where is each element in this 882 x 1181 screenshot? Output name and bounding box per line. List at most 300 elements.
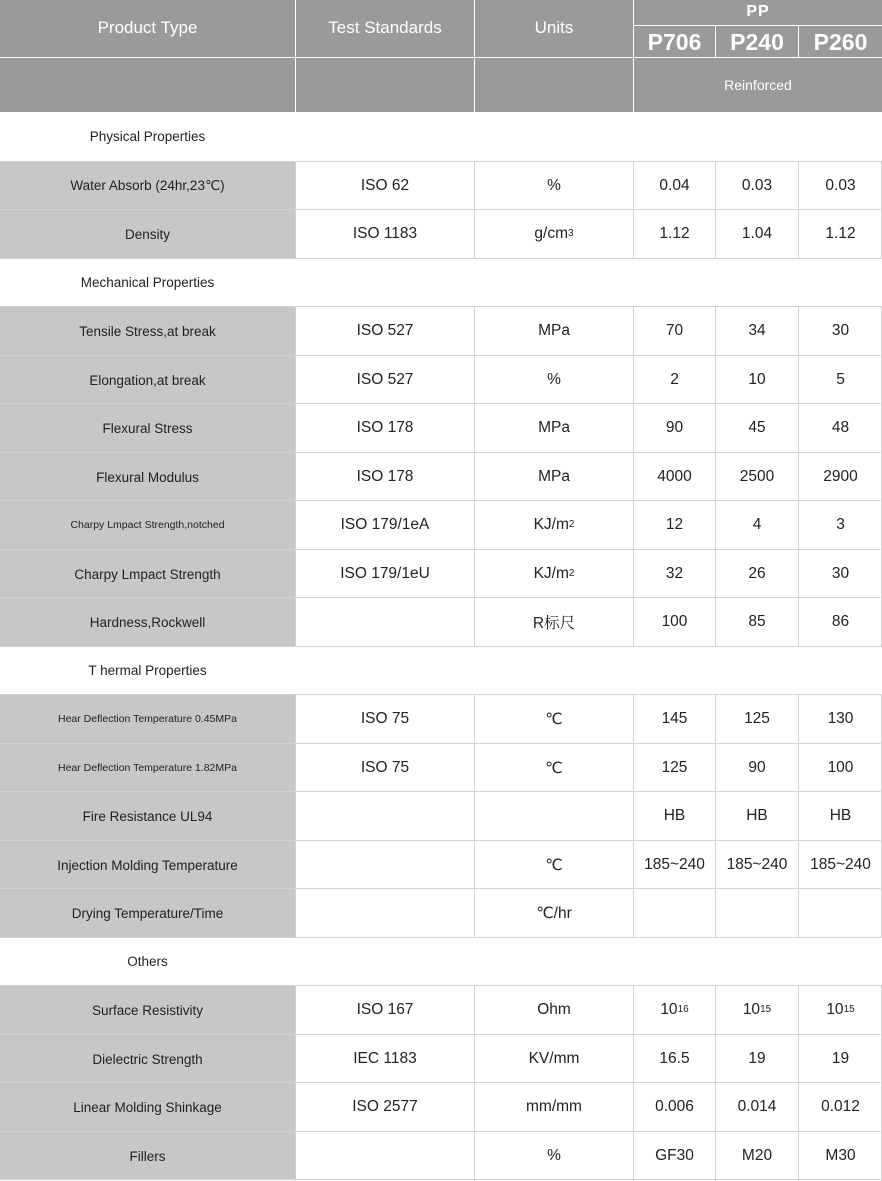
column-divider <box>474 841 475 890</box>
value-p260 <box>799 792 882 840</box>
column-divider <box>798 162 799 211</box>
column-divider <box>474 598 475 647</box>
column-divider <box>474 986 475 1035</box>
value-text: 100 <box>827 759 854 776</box>
property-name: Flexural Modulus <box>0 453 295 501</box>
column-divider <box>715 1132 716 1181</box>
section-header <box>0 259 882 307</box>
subheader-blank <box>0 58 295 112</box>
value-text: 4000 <box>657 468 692 485</box>
test-standard: ISO 75 <box>360 759 410 776</box>
unit-text: ℃/hr <box>536 904 572 922</box>
column-divider <box>798 501 799 550</box>
unit <box>475 598 633 646</box>
unit <box>475 356 633 404</box>
column-divider <box>474 307 475 356</box>
header-units-label: Units <box>534 18 574 37</box>
unit-text: % <box>547 1147 561 1164</box>
property-name: Drying Temperature/Time <box>0 889 295 937</box>
property-name: Density <box>0 210 295 258</box>
test-standard: ISO 179/1eA <box>340 516 430 533</box>
value-text: 3 <box>836 516 845 533</box>
test-standard <box>296 841 474 889</box>
value-p240 <box>716 598 798 646</box>
unit <box>475 210 633 258</box>
value-text: 85 <box>748 613 766 630</box>
column-divider <box>295 307 296 356</box>
value-p260 <box>799 1132 882 1180</box>
column-divider <box>798 307 799 356</box>
value-text: 2 <box>670 371 679 388</box>
value-text: 19 <box>748 1050 766 1067</box>
column-divider <box>474 162 475 211</box>
value-p240 <box>716 841 798 889</box>
value-text: 0.03 <box>825 177 856 194</box>
value-p240 <box>716 792 798 840</box>
value-p706 <box>634 744 715 792</box>
column-divider <box>633 986 634 1035</box>
unit <box>475 162 633 210</box>
column-divider <box>474 1083 475 1132</box>
unit-text: % <box>547 177 561 194</box>
column-divider <box>633 404 634 453</box>
value-text: 34 <box>748 322 766 339</box>
column-divider <box>715 1083 716 1132</box>
unit-text: KV/mm <box>528 1050 580 1067</box>
value-p706 <box>634 1083 715 1131</box>
column-divider <box>798 598 799 647</box>
table-row <box>0 404 882 452</box>
value-p240 <box>716 986 798 1034</box>
value-p706 <box>634 453 715 501</box>
column-divider <box>474 889 475 938</box>
value-p260 <box>799 162 882 210</box>
value-p706 <box>634 356 715 404</box>
value-text: 185~240 <box>644 856 705 873</box>
column-divider <box>798 889 799 938</box>
table-row <box>0 889 882 937</box>
column-divider <box>474 744 475 793</box>
unit <box>475 1083 633 1131</box>
material-divider <box>634 25 882 26</box>
test-standard: ISO 178 <box>356 468 414 485</box>
table-row <box>0 986 882 1034</box>
test-standard: ISO 178 <box>356 419 414 436</box>
property-name: Charpy Lmpact Strength <box>0 550 295 598</box>
subheader-blank <box>475 58 633 112</box>
column-divider <box>474 1035 475 1084</box>
test-standard: ISO 527 <box>356 371 414 388</box>
header-test-standards <box>296 0 474 57</box>
value-p240 <box>716 744 798 792</box>
value-text: 185~240 <box>810 856 871 873</box>
value-text: 2900 <box>823 468 858 485</box>
value-text: 125 <box>661 759 688 776</box>
unit-exponent: 2 <box>568 518 575 530</box>
value-text: 45 <box>748 419 766 436</box>
value-text: 0.03 <box>741 177 773 194</box>
unit-text: R标尺 <box>532 615 576 632</box>
value-text: 30 <box>831 322 850 339</box>
test-standard: ISO 179/1eU <box>340 565 430 582</box>
test-standard <box>296 1132 474 1180</box>
test-standard: ISO 167 <box>356 1001 414 1018</box>
column-divider <box>715 889 716 938</box>
value-p706 <box>634 210 715 258</box>
table-row <box>0 210 882 258</box>
column-divider <box>295 841 296 890</box>
column-divider <box>715 501 716 550</box>
value-text: 125 <box>744 710 770 727</box>
column-divider <box>633 841 634 890</box>
value-p240 <box>716 1083 798 1131</box>
column-divider <box>633 453 634 502</box>
column-divider <box>295 404 296 453</box>
column-divider <box>474 501 475 550</box>
column-divider <box>474 453 475 502</box>
column-divider <box>474 210 475 259</box>
row-divider <box>0 1179 882 1180</box>
column-divider <box>295 550 296 599</box>
table-row <box>0 356 882 404</box>
property-name: Hear Deflection Temperature 1.82MPa <box>0 744 295 792</box>
value-p260 <box>799 404 882 452</box>
value-text: 2500 <box>739 468 775 485</box>
property-name: Surface Resistivity <box>0 986 295 1034</box>
value-exponent: 15 <box>843 1003 855 1015</box>
material-label: PP <box>746 3 770 20</box>
column-divider <box>633 1035 634 1084</box>
value-text: 5 <box>836 371 845 388</box>
table-row <box>0 695 882 743</box>
value-text: 10 <box>742 1001 761 1018</box>
column-divider <box>798 1083 799 1132</box>
unit <box>475 550 633 598</box>
value-text: HB <box>829 807 852 824</box>
property-name: Fillers <box>0 1132 295 1180</box>
grade-p706: P706 <box>647 29 702 55</box>
column-divider <box>633 1132 634 1181</box>
value-text: 185~240 <box>726 856 788 873</box>
value-p260 <box>799 695 882 743</box>
value-p260 <box>799 210 882 258</box>
section-title: Others <box>127 954 168 969</box>
value-p706 <box>634 1035 715 1083</box>
value-text: 19 <box>831 1050 850 1067</box>
property-name: Elongation,at break <box>0 356 295 404</box>
value-text: 130 <box>827 710 854 727</box>
property-name: Injection Molding Temperature <box>0 841 295 889</box>
value-p706 <box>634 792 715 840</box>
value-p706 <box>634 162 715 210</box>
property-name: Hear Deflection Temperature 0.45MPa <box>0 695 295 743</box>
value-p260 <box>799 744 882 792</box>
value-p706 <box>634 695 715 743</box>
value-p260 <box>799 501 882 549</box>
column-divider <box>474 356 475 405</box>
value-p260 <box>799 307 882 355</box>
value-p706 <box>634 307 715 355</box>
test-standard: IEC 1183 <box>353 1050 417 1067</box>
column-divider <box>798 695 799 744</box>
unit-text: MPa <box>538 322 570 339</box>
column-divider <box>633 695 634 744</box>
table-row <box>0 744 882 792</box>
value-text: 100 <box>661 613 688 630</box>
value-p260 <box>799 889 882 937</box>
property-name: Flexural Stress <box>0 404 295 452</box>
header-product-type-label: Product Type <box>97 18 198 37</box>
value-p240 <box>716 162 798 210</box>
value-p260 <box>799 986 882 1034</box>
column-divider <box>798 1035 799 1084</box>
unit-text: ℃ <box>545 710 563 728</box>
test-standard: ISO 62 <box>360 177 410 194</box>
column-divider <box>715 695 716 744</box>
value-text: HB <box>746 807 768 824</box>
unit-exponent: 3 <box>568 227 574 239</box>
value-text: 0.014 <box>737 1098 777 1115</box>
column-divider <box>633 356 634 405</box>
header-units <box>475 0 633 57</box>
value-p240 <box>716 1132 798 1180</box>
column-divider <box>295 1035 296 1084</box>
value-p260 <box>799 1035 882 1083</box>
column-divider <box>295 744 296 793</box>
column-divider <box>474 404 475 453</box>
value-text: HB <box>663 807 686 824</box>
subtype-label: Reinforced <box>724 77 792 93</box>
grade-p260: P260 <box>813 29 868 55</box>
value-exponent: 15 <box>760 1003 772 1015</box>
unit <box>475 744 633 792</box>
column-divider <box>633 210 634 259</box>
column-divider <box>715 453 716 502</box>
section-title: Mechanical Properties <box>80 275 215 290</box>
value-p240 <box>716 210 798 258</box>
value-text: 10 <box>826 1001 844 1018</box>
column-divider <box>295 792 296 841</box>
unit <box>475 986 633 1034</box>
value-text: 145 <box>661 710 688 727</box>
value-p706 <box>634 404 715 452</box>
column-divider <box>715 356 716 405</box>
column-divider <box>295 1083 296 1132</box>
column-divider <box>715 210 716 259</box>
header-material <box>634 0 882 57</box>
column-divider <box>474 1132 475 1181</box>
value-p706 <box>634 550 715 598</box>
test-standard: ISO 1183 <box>352 225 418 242</box>
table-row <box>0 550 882 598</box>
value-p260 <box>799 841 882 889</box>
column-divider <box>798 841 799 890</box>
property-name: Linear Molding Shinkage <box>0 1083 295 1131</box>
unit-text: Ohm <box>537 1001 571 1018</box>
column-divider <box>633 889 634 938</box>
column-divider <box>633 744 634 793</box>
table-row <box>0 792 882 840</box>
property-name: Tensile Stress,at break <box>0 307 295 355</box>
unit-text: mm/mm <box>526 1098 582 1115</box>
column-divider <box>798 744 799 793</box>
test-standard <box>296 792 474 840</box>
unit <box>475 453 633 501</box>
value-text: 32 <box>665 565 684 582</box>
header-test-standards-label: Test Standards <box>328 18 442 37</box>
column-divider <box>633 307 634 356</box>
column-divider <box>295 162 296 211</box>
section-header <box>0 938 882 986</box>
property-name: Charpy Lmpact Strength,notched <box>0 501 295 549</box>
value-p706 <box>634 986 715 1034</box>
subheader-blank <box>296 58 474 112</box>
unit <box>475 404 633 452</box>
column-divider <box>295 695 296 744</box>
column-divider <box>715 744 716 793</box>
value-p240 <box>716 889 798 937</box>
column-divider <box>295 889 296 938</box>
column-divider <box>295 210 296 259</box>
unit <box>475 841 633 889</box>
column-divider <box>798 792 799 841</box>
column-divider <box>798 1132 799 1181</box>
column-divider <box>798 986 799 1035</box>
value-p260 <box>799 1083 882 1131</box>
property-name: Water Absorb (24hr,23℃) <box>0 162 295 210</box>
property-name: Fire Resistance UL94 <box>0 792 295 840</box>
column-divider <box>798 210 799 259</box>
value-p240 <box>716 453 798 501</box>
test-standard: ISO 2577 <box>352 1098 418 1115</box>
table-row <box>0 841 882 889</box>
column-divider <box>715 404 716 453</box>
column-divider <box>295 986 296 1035</box>
table-row <box>0 1083 882 1131</box>
test-standard: ISO 527 <box>356 322 414 339</box>
value-p706 <box>634 1132 715 1180</box>
unit-text: % <box>547 371 561 388</box>
value-p240 <box>716 356 798 404</box>
value-p260 <box>799 598 882 646</box>
unit-exponent: 2 <box>568 567 575 579</box>
value-text: 10 <box>748 371 766 388</box>
value-p706 <box>634 889 715 937</box>
unit-text: KJ/m <box>533 565 569 582</box>
unit-text: ℃ <box>545 856 563 874</box>
value-text: M20 <box>741 1147 773 1164</box>
column-divider <box>798 404 799 453</box>
value-p240 <box>716 695 798 743</box>
value-p706 <box>634 501 715 549</box>
column-divider <box>798 356 799 405</box>
value-text: 90 <box>748 759 766 776</box>
value-text: 1.04 <box>741 225 773 242</box>
table-row <box>0 307 882 355</box>
value-text: 26 <box>748 565 766 582</box>
value-text: 70 <box>665 322 684 339</box>
header-product-type <box>0 0 295 57</box>
value-p260 <box>799 550 882 598</box>
column-divider <box>295 1132 296 1181</box>
column-divider <box>715 307 716 356</box>
table-row <box>0 453 882 501</box>
test-standard: ISO 75 <box>360 710 410 727</box>
value-text: 48 <box>831 419 850 436</box>
column-divider <box>474 792 475 841</box>
value-text: 30 <box>831 565 850 582</box>
column-divider <box>715 792 716 841</box>
section-header <box>0 113 882 161</box>
value-text: 16.5 <box>659 1050 690 1067</box>
value-text: 0.006 <box>655 1098 694 1115</box>
unit-text: ℃ <box>545 759 563 777</box>
value-p706 <box>634 841 715 889</box>
column-divider <box>715 841 716 890</box>
column-divider <box>715 162 716 211</box>
column-divider <box>798 453 799 502</box>
table-row <box>0 1035 882 1083</box>
value-text: 0.04 <box>659 177 690 194</box>
unit <box>475 792 633 840</box>
column-divider <box>295 501 296 550</box>
table-row <box>0 162 882 210</box>
column-divider <box>295 356 296 405</box>
unit-text: g/cm <box>534 225 569 242</box>
value-p240 <box>716 1035 798 1083</box>
unit-text: MPa <box>538 468 570 485</box>
unit <box>475 1132 633 1180</box>
value-text: 4 <box>752 516 762 533</box>
column-divider <box>715 550 716 599</box>
value-p240 <box>716 501 798 549</box>
column-divider <box>474 695 475 744</box>
value-text: GF30 <box>655 1147 694 1164</box>
column-divider <box>715 598 716 647</box>
value-p260 <box>799 356 882 404</box>
column-divider <box>633 550 634 599</box>
column-divider <box>474 550 475 599</box>
property-name: Dielectric Strength <box>0 1035 295 1083</box>
column-divider <box>295 598 296 647</box>
column-divider <box>633 501 634 550</box>
grade-p240: P240 <box>730 29 784 55</box>
unit-text: KJ/m <box>533 516 569 533</box>
unit <box>475 307 633 355</box>
property-name: Hardness,Rockwell <box>0 598 295 646</box>
column-divider <box>633 792 634 841</box>
column-divider <box>295 453 296 502</box>
column-divider <box>633 1083 634 1132</box>
table-row <box>0 598 882 646</box>
section-title: Physical Properties <box>89 129 206 144</box>
test-standard <box>296 889 474 937</box>
section-header <box>0 647 882 695</box>
value-text: M30 <box>825 1147 856 1164</box>
unit-text: MPa <box>538 419 570 436</box>
table-row <box>0 501 882 549</box>
value-text: 0.012 <box>821 1098 860 1115</box>
value-text: 1.12 <box>825 225 856 242</box>
value-text: 86 <box>831 613 850 630</box>
unit <box>475 889 633 937</box>
value-text: 12 <box>665 516 684 533</box>
value-text: 10 <box>660 1001 678 1018</box>
subheader-subtype <box>634 58 882 112</box>
unit <box>475 1035 633 1083</box>
value-p260 <box>799 453 882 501</box>
test-standard <box>296 598 474 646</box>
